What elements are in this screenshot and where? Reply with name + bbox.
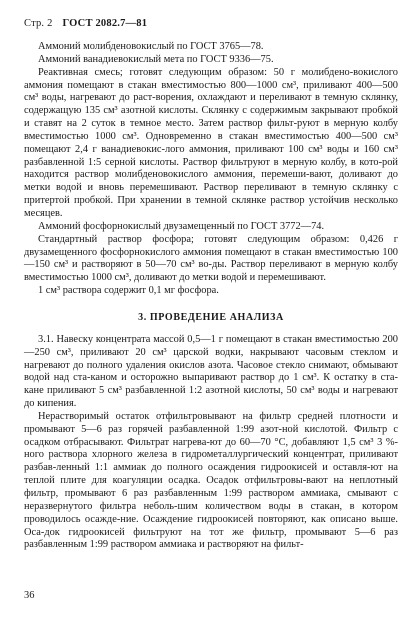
paragraph: Аммоний фосфорнокислый двузамещенный по ГОСТ 3772—74. bbox=[38, 220, 325, 232]
page-header bbox=[24, 18, 398, 29]
paragraph: Нерастворимый остаток отфильтровывают на фильтр средней плотности и промывают 5—6 раз горячей разбавленной 1:99 азот-ной кислотой. Фильтр с осадком отбрасывают. Фильтрат нагрева-ют до 60—70 °С, добавляют 1,5 см³ 3 %-ного раствора хлорного железа в гидрометаллургический концентрат, приливают разбав-ленный 1:1 аммиак до полного осаждения гидроокисей и оставля-ют на теплой плите для коагуляции осадка. Осадок отфильтровы-вают на неплотный фильтр, промывают 6 раз разбавленным 1:99 раствором аммиака, смывают с неразвернутого фильтра неболь-шим количеством воды в стакан, в котором проводилось осажде-ние. Осаждение гидроокисей повторяют, как описано выше. Оса-док гидроокисей фильтруют на тот же фильтр, промывают 5—6 раз разбавленным 1:99 раствором аммиака и растворяют на фильт- bbox=[24, 410, 398, 551]
paragraph: Реактивная смесь; готовят следующим образом: 50 г молибдено-вокислого аммония помещают в стакан вместимостью 800—1000 см³, приливают 400—500 см³ воды, нагревают до раст-ворения, охлаждают и переливают в темную склянку, содержащую 135 см³ азотной кислоты. Склянку с содержимым закрывают пробкой и ставят на 2 суток в темное место. Затем раствор фильт-руют в мерную колбу вместимостью 1000 см³. Одновременно в стакан вместимостью 400—500 см³ помещают 2,4 г ванадиевокис-лого аммония, приливают 100 см³ воды и 160 см³ разбавленной 1:5 серной кислоты. Раствор фильтруют в мерную колбу, в кото-рой находится раствор молибденовокислого аммония, перемеши-вают, доливают до метки водой и вновь перемешивают. Раствор переливают в темную склянку с притертой пробкой. При хранении в темной склянке раствор устойчив несколько месяцев. bbox=[24, 66, 398, 219]
document-body bbox=[24, 41, 398, 552]
page-number: 36 bbox=[24, 590, 35, 601]
section-heading: 3. ПРОВЕДЕНИЕ АНАЛИЗА bbox=[138, 311, 284, 323]
paragraph: Аммоний ванадиевокислый мета по ГОСТ 9336—75. bbox=[38, 53, 274, 65]
paragraph: Аммоний молибденовокислый по ГОСТ 3765—78. bbox=[38, 41, 264, 52]
paragraph: 3.1. Навеску концентрата массой 0,5—1 г помещают в стакан вместимостью 200—250 см³, приливают 20 см³ царской водки, накрывают часовым стеклом и нагревают до полного удаления окислов азота. Часовое стекло снимают, обмывают водой над ста-каном и осторожно выпаривают раствор до 1 см³. К остатку в ста-кане приливают 5 см³ разбавленной 1:2 азотной кислоты, 50 см³ воды и нагревают до кипения. bbox=[24, 333, 398, 410]
paragraph: Стандартный раствор фосфора; готовят следующим образом: 0,426 г двузамещенного фосфорнокислого аммония помещают в стакан вместимостью 100—150 см³ и растворяют в 50—70 см³ во-ды. Раствор переливают в мерную колбу вместимостью 1000 см³, доливают до метки водой и перемешивают. bbox=[24, 233, 398, 284]
standard-number: ГОСТ 2082.7—81 bbox=[62, 18, 148, 29]
page-label: Стр. 2 bbox=[24, 18, 53, 29]
document-page bbox=[24, 18, 398, 628]
paragraph: 1 см³ раствора содержит 0,1 мг фосфора. bbox=[38, 285, 219, 297]
